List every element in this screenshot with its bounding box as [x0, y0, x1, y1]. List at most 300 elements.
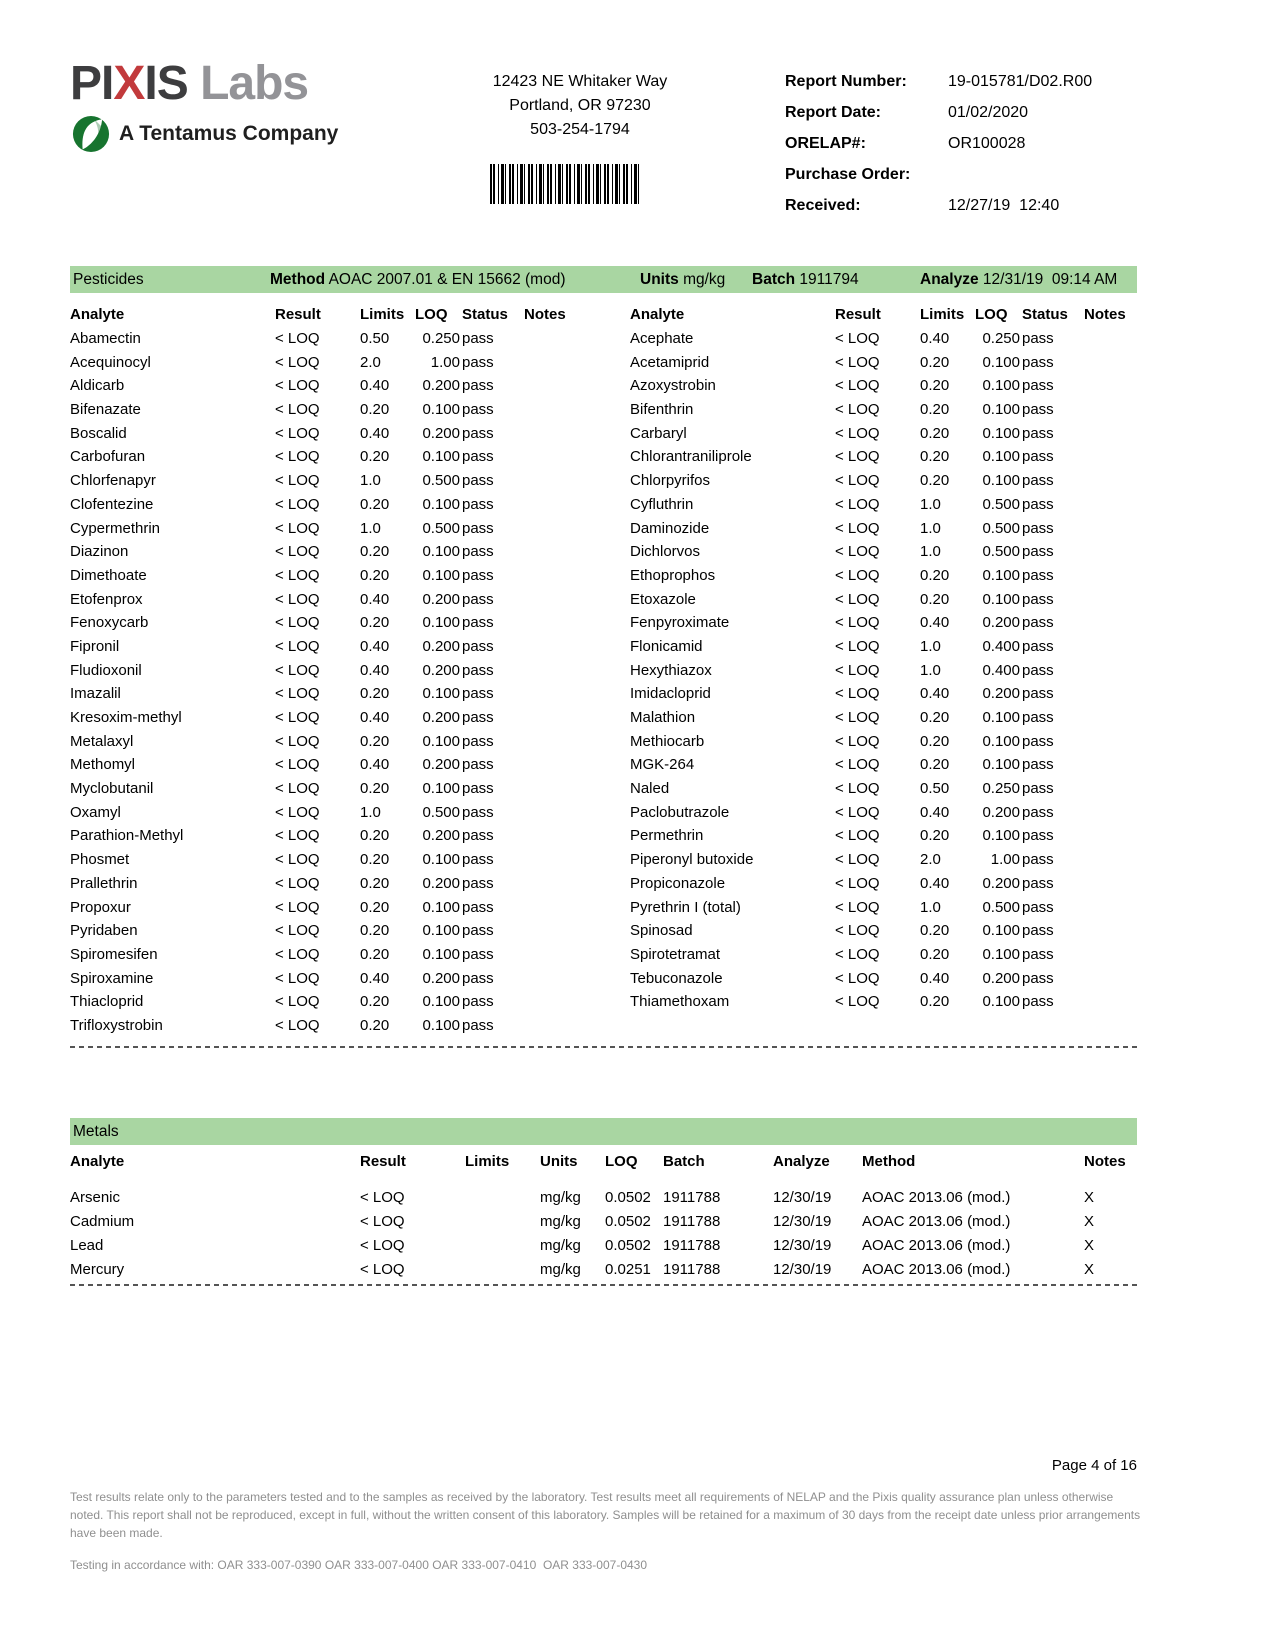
limits-cell: 0.40: [360, 969, 390, 987]
limits-cell: 0.20: [920, 993, 950, 1011]
limits-cell: 0.20: [920, 472, 950, 490]
result-cell: < LOQ: [835, 661, 880, 679]
notes-cell: [524, 824, 604, 848]
notes-cell: [524, 635, 604, 659]
loq-cell: 0.100: [422, 898, 460, 916]
column-header-analyte: Analyte: [70, 306, 125, 323]
table-row: [630, 493, 1164, 517]
analyte-cell: Pyrethrin I (total): [630, 898, 741, 916]
result-cell: < LOQ: [835, 377, 880, 395]
result-cell: < LOQ: [835, 448, 880, 466]
status-cell: pass: [1022, 969, 1054, 987]
analyte-cell: Acephate: [630, 330, 694, 347]
limits-cell: [465, 1186, 540, 1210]
limits-cell: 0.40: [920, 614, 950, 632]
limits-cell: 0.20: [920, 590, 950, 608]
column-header-limits: Limits: [920, 306, 965, 323]
analyte-cell: Carbofuran: [70, 448, 146, 466]
result-cell: < LOQ: [360, 1213, 405, 1230]
notes-cell: [524, 777, 604, 801]
loq-cell: 0.100: [982, 709, 1020, 726]
limits-cell: 2.0: [920, 851, 941, 869]
limits-cell: 0.50: [360, 330, 390, 347]
limits-cell: 0.40: [360, 377, 390, 395]
pesticides-left-table: [70, 303, 604, 1038]
column-header-method: Method: [862, 1153, 916, 1170]
page-number: Page 4 of 16: [1051, 1457, 1137, 1474]
table-row: [70, 493, 604, 517]
notes-cell: [524, 730, 604, 754]
loq-cell: 0.500: [982, 519, 1020, 537]
notes-cell: [524, 540, 604, 564]
result-cell: < LOQ: [275, 685, 320, 703]
loq-cell: 0.500: [982, 898, 1020, 916]
notes-cell: [524, 517, 604, 541]
status-cell: pass: [462, 969, 494, 987]
limits-cell: 0.20: [360, 685, 390, 703]
pesticides-left-header: [70, 303, 604, 327]
limits-cell: 0.40: [360, 424, 390, 442]
loq-cell: 1.00: [430, 353, 460, 371]
column-header-loq: LOQ: [415, 306, 448, 323]
table-row: [630, 469, 1164, 493]
analyte-cell: Propoxur: [70, 898, 131, 916]
analyte-cell: Paclobutrazole: [630, 803, 730, 821]
loq-cell: 0.100: [982, 756, 1020, 774]
column-header-notes: Notes: [524, 306, 566, 323]
analyte-cell: Tebuconazole: [630, 969, 723, 987]
analyte-cell: Flonicamid: [630, 637, 703, 655]
result-cell: < LOQ: [275, 330, 320, 347]
status-cell: pass: [462, 330, 494, 347]
limits-cell: 0.50: [920, 780, 950, 798]
loq-cell: 0.500: [422, 803, 460, 821]
status-cell: pass: [462, 590, 494, 608]
limits-cell: 1.0: [920, 898, 941, 916]
notes-cell: X: [1084, 1213, 1095, 1230]
limits-cell: 0.20: [920, 756, 950, 774]
table-row: [70, 896, 604, 920]
limits-cell: 0.20: [920, 827, 950, 845]
result-cell: < LOQ: [835, 495, 880, 513]
result-cell: < LOQ: [275, 945, 320, 963]
column-header-loq: LOQ: [975, 306, 1008, 323]
analyte-cell: Propiconazole: [630, 874, 726, 892]
result-cell: < LOQ: [275, 353, 320, 371]
result-cell: < LOQ: [835, 993, 880, 1011]
table-row: [70, 990, 604, 1014]
table-row: [630, 422, 1164, 446]
loq-cell: 0.100: [422, 448, 460, 466]
analyte-cell: Imidacloprid: [630, 685, 711, 703]
units-value: mg/kg: [683, 271, 726, 288]
notes-cell: [524, 896, 604, 920]
status-cell: pass: [462, 543, 494, 561]
lab-address: [430, 70, 730, 142]
table-row: [630, 706, 1164, 730]
tagline-text: A Tentamus Company: [119, 122, 339, 145]
units-cell: mg/kg: [540, 1261, 581, 1278]
analyte-cell: Oxamyl: [70, 803, 121, 821]
limits-cell: 2.0: [360, 353, 381, 371]
result-cell: < LOQ: [835, 685, 880, 703]
limits-cell: 0.20: [920, 922, 950, 940]
limits-cell: 0.40: [920, 803, 950, 821]
notes-cell: [1084, 896, 1164, 920]
notes-cell: [1084, 374, 1164, 398]
result-cell: < LOQ: [275, 993, 320, 1011]
loq-cell: 0.400: [982, 661, 1020, 679]
loq-cell: 0.200: [422, 709, 460, 726]
status-cell: pass: [462, 851, 494, 869]
method-cell: AOAC 2013.06 (mod.): [862, 1237, 1011, 1254]
status-cell: pass: [1022, 566, 1054, 584]
status-cell: pass: [1022, 424, 1054, 442]
loq-cell: 0.500: [982, 543, 1020, 561]
received-row: [785, 190, 1145, 221]
logo-pixis-p1: PI: [70, 57, 114, 110]
notes-cell: [1084, 564, 1164, 588]
analyte-cell: Pyridaben: [70, 922, 138, 940]
notes-cell: [524, 327, 604, 351]
limits-cell: 0.20: [360, 898, 390, 916]
result-cell: < LOQ: [835, 709, 880, 726]
status-cell: pass: [462, 709, 494, 726]
table-row: [70, 469, 604, 493]
result-cell: < LOQ: [275, 377, 320, 395]
table-row: [70, 1258, 1137, 1282]
analyte-cell: Dimethoate: [70, 566, 147, 584]
notes-cell: [524, 493, 604, 517]
column-header-result: Result: [275, 306, 321, 323]
limits-cell: [465, 1210, 540, 1234]
tentamus-globe-icon: [72, 115, 110, 153]
loq-cell: 0.200: [982, 614, 1020, 632]
result-cell: < LOQ: [275, 851, 320, 869]
table-row: [630, 777, 1164, 801]
limits-cell: 1.0: [920, 519, 941, 537]
table-row: [70, 848, 604, 872]
limits-cell: 0.40: [360, 637, 390, 655]
notes-cell: [1084, 445, 1164, 469]
table-row: [70, 540, 604, 564]
column-header-status: Status: [462, 306, 508, 323]
result-cell: < LOQ: [275, 709, 320, 726]
result-cell: < LOQ: [835, 330, 880, 347]
limits-cell: 1.0: [920, 543, 941, 561]
result-cell: < LOQ: [360, 1189, 405, 1206]
notes-cell: [524, 967, 604, 991]
column-header-limits: Limits: [465, 1153, 510, 1170]
result-cell: < LOQ: [275, 732, 320, 750]
loq-cell: 0.100: [422, 543, 460, 561]
loq-cell: 0.100: [422, 851, 460, 869]
table-row: [70, 635, 604, 659]
analyte-cell: Acequinocyl: [70, 353, 151, 371]
pesticides-right-rows: [630, 327, 1164, 1014]
loq-cell: 0.500: [422, 472, 460, 490]
result-cell: < LOQ: [835, 637, 880, 655]
analyte-cell: Bifenthrin: [630, 401, 694, 419]
limits-cell: 1.0: [920, 637, 941, 655]
analyte-cell: Etoxazole: [630, 590, 696, 608]
pesticides-units: [640, 266, 725, 293]
result-cell: < LOQ: [835, 353, 880, 371]
notes-cell: [1084, 777, 1164, 801]
loq-cell: 0.0502: [605, 1237, 651, 1254]
logo-tagline-row: [72, 115, 338, 153]
loq-cell: 0.200: [422, 424, 460, 442]
logo-pixis-p2: IS: [144, 57, 188, 110]
status-cell: pass: [1022, 685, 1054, 703]
analyte-cell: Arsenic: [70, 1189, 121, 1206]
notes-cell: [1084, 730, 1164, 754]
loq-cell: 0.100: [982, 472, 1020, 490]
result-cell: < LOQ: [835, 519, 880, 537]
report-date-row: [785, 97, 1145, 128]
column-header-result: Result: [835, 306, 881, 323]
loq-cell: 0.200: [982, 874, 1020, 892]
table-row: [630, 398, 1164, 422]
status-cell: pass: [1022, 756, 1054, 774]
status-cell: pass: [462, 353, 494, 371]
pesticides-left-rows: [70, 327, 604, 1038]
report-date-value: 01/02/2020: [948, 104, 1029, 121]
loq-cell: 0.100: [982, 424, 1020, 442]
notes-cell: [1084, 398, 1164, 422]
analyte-cell: Spiroxamine: [70, 969, 154, 987]
address-line-3: 503-254-1794: [530, 121, 630, 138]
analyte-cell: Prallethrin: [70, 874, 138, 892]
units-cell: mg/kg: [540, 1189, 581, 1206]
status-cell: pass: [1022, 377, 1054, 395]
analyte-cell: Spirotetramat: [630, 945, 721, 963]
table-row: [70, 777, 604, 801]
status-cell: pass: [1022, 353, 1054, 371]
limits-cell: 0.20: [360, 732, 390, 750]
result-cell: < LOQ: [275, 543, 320, 561]
loq-cell: 0.100: [422, 401, 460, 419]
notes-cell: [524, 659, 604, 683]
sample-barcode: [490, 164, 640, 204]
analyze-cell: 12/30/19: [773, 1213, 832, 1230]
notes-cell: X: [1084, 1189, 1095, 1206]
limits-cell: 0.40: [920, 685, 950, 703]
pesticides-right-table: [630, 303, 1164, 1014]
analyte-cell: Methomyl: [70, 756, 136, 774]
result-cell: < LOQ: [835, 424, 880, 442]
status-cell: pass: [1022, 614, 1054, 632]
status-cell: pass: [462, 661, 494, 679]
result-cell: < LOQ: [835, 566, 880, 584]
limits-cell: 0.20: [360, 851, 390, 869]
table-row: [70, 919, 604, 943]
loq-cell: 0.200: [422, 756, 460, 774]
footer-disclaimer: Test results relate only to the parameters tested and to the samples as received by the laboratory. Test results meet all requirements of NELAP and the Pixis quality assurance plan unless otherwise noted. This report shall not be reproduced, except in full, without the written consent of this laboratory. Samples will be retained for a maximum of 30 days from the receipt date unless prior arrangements have been made.: [70, 1490, 1141, 1540]
address-line-1: 12423 NE Whitaker Way: [492, 73, 668, 90]
loq-cell: 0.200: [422, 661, 460, 679]
column-header-analyze: Analyze: [773, 1153, 830, 1170]
result-cell: < LOQ: [835, 922, 880, 940]
loq-cell: 1.00: [990, 851, 1020, 869]
notes-cell: [524, 801, 604, 825]
loq-cell: 0.200: [982, 685, 1020, 703]
loq-cell: 0.100: [982, 993, 1020, 1011]
result-cell: < LOQ: [835, 803, 880, 821]
status-cell: pass: [1022, 519, 1054, 537]
loq-cell: 0.200: [422, 637, 460, 655]
analyte-cell: Bifenazate: [70, 401, 141, 419]
table-row: [630, 753, 1164, 777]
notes-cell: X: [1084, 1237, 1095, 1254]
notes-cell: [524, 445, 604, 469]
notes-cell: [524, 753, 604, 777]
notes-cell: [1084, 659, 1164, 683]
method-label: Method: [270, 271, 326, 288]
limits-cell: 0.40: [920, 874, 950, 892]
table-row: [630, 943, 1164, 967]
result-cell: < LOQ: [835, 851, 880, 869]
loq-cell: 0.500: [422, 519, 460, 537]
analyte-cell: Daminozide: [630, 519, 710, 537]
notes-cell: [1084, 611, 1164, 635]
status-cell: pass: [462, 874, 494, 892]
table-row: [630, 588, 1164, 612]
analyte-cell: Naled: [630, 780, 670, 798]
table-row: [70, 706, 604, 730]
result-cell: < LOQ: [835, 969, 880, 987]
table-row: [70, 1014, 604, 1038]
notes-cell: [1084, 327, 1164, 351]
limits-cell: 0.20: [360, 448, 390, 466]
analyte-cell: Ethoprophos: [630, 566, 716, 584]
metals-section-bar: [70, 1118, 1137, 1145]
result-cell: < LOQ: [360, 1237, 405, 1254]
notes-cell: [524, 351, 604, 375]
analyte-cell: Malathion: [630, 709, 696, 726]
table-row: [70, 351, 604, 375]
table-row: [630, 682, 1164, 706]
limits-cell: 0.20: [360, 566, 390, 584]
table-row: [630, 517, 1164, 541]
table-row: [630, 801, 1164, 825]
table-row: [70, 730, 604, 754]
limits-cell: 0.20: [920, 945, 950, 963]
notes-cell: [1084, 919, 1164, 943]
result-cell: < LOQ: [275, 969, 320, 987]
status-cell: pass: [462, 614, 494, 632]
limits-cell: 0.20: [920, 353, 950, 371]
batch-cell: 1911788: [663, 1261, 721, 1278]
limits-cell: [465, 1258, 540, 1282]
notes-cell: [1084, 706, 1164, 730]
orelap-value: OR100028: [948, 135, 1026, 152]
result-cell: < LOQ: [835, 472, 880, 490]
table-row: [630, 990, 1164, 1014]
notes-cell: [524, 588, 604, 612]
status-cell: pass: [462, 756, 494, 774]
table-row: [630, 967, 1164, 991]
limits-cell: 1.0: [360, 472, 381, 490]
limits-cell: 1.0: [360, 519, 381, 537]
loq-cell: 0.100: [982, 353, 1020, 371]
table-row: [70, 611, 604, 635]
result-cell: < LOQ: [835, 614, 880, 632]
notes-cell: [524, 990, 604, 1014]
status-cell: pass: [462, 685, 494, 703]
limits-cell: 0.40: [360, 661, 390, 679]
table-row: [70, 659, 604, 683]
loq-cell: 0.100: [982, 566, 1020, 584]
notes-cell: [524, 398, 604, 422]
report-number-label: Report Number:: [785, 73, 907, 90]
table-row: [70, 753, 604, 777]
loq-cell: 0.100: [982, 922, 1020, 940]
limits-cell: 0.20: [360, 993, 390, 1011]
column-header-status: Status: [1022, 306, 1068, 323]
table-row: [70, 398, 604, 422]
pesticides-analyze: [920, 266, 1117, 293]
analyte-cell: MGK-264: [630, 756, 695, 774]
loq-cell: 0.100: [422, 945, 460, 963]
column-header-batch: Batch: [663, 1153, 705, 1170]
limits-cell: 0.20: [920, 566, 950, 584]
limits-cell: 0.40: [360, 756, 390, 774]
pesticides-method: [270, 266, 566, 293]
limits-cell: 0.20: [360, 780, 390, 798]
result-cell: < LOQ: [275, 898, 320, 916]
result-cell: < LOQ: [835, 732, 880, 750]
table-row: [70, 872, 604, 896]
status-cell: pass: [462, 566, 494, 584]
analyte-cell: Mercury: [70, 1261, 125, 1278]
limits-cell: 0.20: [920, 709, 950, 726]
notes-cell: [524, 706, 604, 730]
result-cell: < LOQ: [835, 898, 880, 916]
purchase-order-label: Purchase Order:: [785, 166, 911, 183]
loq-cell: 0.100: [422, 614, 460, 632]
analyte-cell: Diazinon: [70, 543, 129, 561]
loq-cell: 0.100: [422, 566, 460, 584]
notes-cell: [524, 611, 604, 635]
analyte-cell: Clofentezine: [70, 495, 154, 513]
limits-cell: 0.40: [920, 969, 950, 987]
loq-cell: 0.100: [422, 1016, 460, 1034]
result-cell: < LOQ: [275, 495, 320, 513]
result-cell: < LOQ: [835, 780, 880, 798]
loq-cell: 0.100: [982, 590, 1020, 608]
status-cell: pass: [1022, 922, 1054, 940]
analyte-cell: Fipronil: [70, 637, 120, 655]
result-cell: < LOQ: [275, 566, 320, 584]
loq-cell: 0.100: [422, 685, 460, 703]
limits-cell: 0.20: [920, 732, 950, 750]
loq-cell: 0.100: [422, 495, 460, 513]
result-cell: < LOQ: [275, 637, 320, 655]
column-header-result: Result: [360, 1153, 406, 1170]
loq-cell: 0.200: [982, 803, 1020, 821]
table-row: [70, 517, 604, 541]
result-cell: < LOQ: [275, 780, 320, 798]
analyte-cell: Piperonyl butoxide: [630, 851, 754, 869]
analyte-cell: Etofenprox: [70, 590, 143, 608]
table-row: [630, 824, 1164, 848]
table-row: [630, 327, 1164, 351]
notes-cell: X: [1084, 1261, 1095, 1278]
batch-cell: 1911788: [663, 1189, 721, 1206]
logo-pixis-x: X: [113, 57, 145, 110]
analyte-cell: Azoxystrobin: [630, 377, 716, 395]
